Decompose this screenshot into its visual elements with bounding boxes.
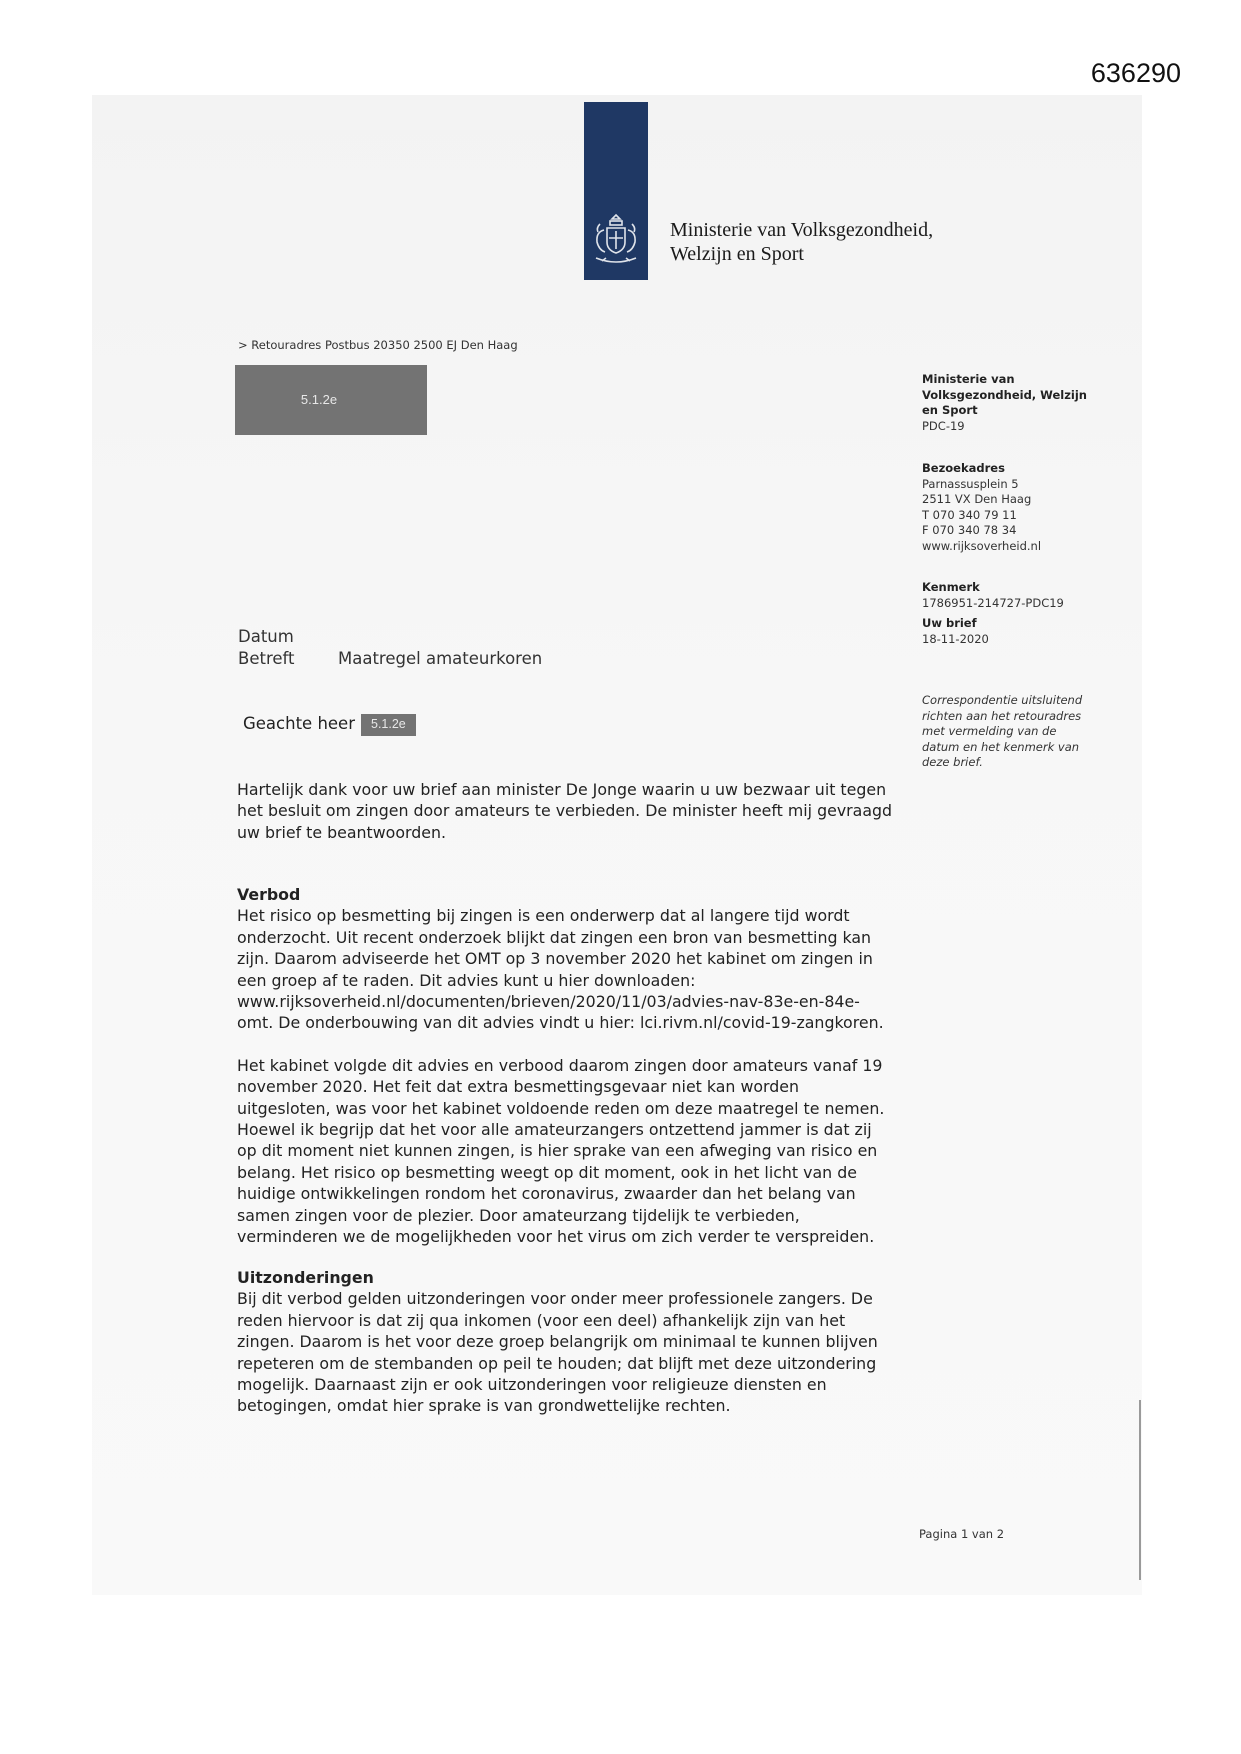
reference-label: Kenmerk (922, 580, 980, 594)
ministry-name-line-1: Ministerie van Volksgezondheid, (670, 219, 934, 241)
exceptions-line-2: reden hiervoor is dat zij qua inkomen (voor een deel) afhankelijk zijn van het (237, 1310, 846, 1330)
intro-paragraph (237, 779, 917, 843)
exceptions-line-3: zingen. Daarom is het voor deze groep belangrijk om minimaal te kunnen blijven (237, 1332, 878, 1352)
note-line-5: deze brief. (922, 755, 983, 770)
reference-block (922, 580, 1112, 647)
your-letter-value: 18-11-2020 (922, 631, 989, 646)
note-line-4: datum en het kenmerk van (922, 739, 1080, 754)
section-ban-heading: Verbod (237, 885, 301, 904)
correspondence-note (922, 693, 1112, 771)
intro-line-2: het besluit om zingen door amateurs te verbieden. De minister heeft mij gevraagd (237, 801, 893, 821)
exceptions-line-1: Bij dit verbod gelden uitzonderingen voor onder meer professionele zangers. De (237, 1289, 873, 1309)
document-number: 636290 (1090, 58, 1181, 88)
page-number: Pagina 1 van 2 (919, 1527, 1005, 1541)
sender-line-2: Volksgezondheid, Welzijn (922, 387, 1087, 402)
ban-p2-line-4: Hoewel ik begrijp dat het voor alle amateurzangers ontzettend jammer is dat zij (237, 1120, 872, 1140)
ban-p2-line-3: uitgesloten, was voor het kabinet voldoende reden om deze maatregel te nemen. (237, 1098, 885, 1118)
salutation (243, 714, 416, 736)
ban-p1-line-4: een groep af te raden. Dit advies kunt u hier downloaden: (237, 970, 696, 990)
return-address: > Retouradres Postbus 20350 2500 EJ Den Haag (238, 338, 518, 352)
website-link[interactable]: www.rijksoverheid.nl (922, 538, 1042, 553)
ban-p1-line-6: omt. De onderbouwing van dit advies vindt u hier: lci.rivm.nl/covid-19-zangkoren. (237, 1013, 884, 1033)
reference-value: 1786951-214727-PDC19 (922, 595, 1064, 610)
note-line-2: richten aan het retouradres (922, 708, 1082, 723)
section-exceptions-heading: Uitzonderingen (237, 1268, 374, 1287)
sender-block (922, 372, 1112, 434)
ban-p2-line-2: november 2020. Het feit dat extra besmettingsgevaar niet kan worden (237, 1077, 800, 1097)
fax-number: F 070 340 78 34 (922, 523, 1017, 538)
ban-p2-line-9: verminderen we de mogelijkheden voor het virus om zich verder te verspreiden. (237, 1227, 875, 1247)
subject-label: Betreft (238, 649, 295, 668)
note-line-3: met vermelding van de (922, 724, 1057, 739)
visit-city: 2511 VX Den Haag (922, 492, 1032, 507)
ban-p1-line-5: www.rijksoverheid.nl/documenten/brieven/2020/11/03/advies-nav-83e-en-84e- (237, 992, 860, 1012)
intro-line-3: uw brief te beantwoorden. (237, 822, 446, 842)
date-label: Datum (238, 627, 294, 646)
ban-p2-line-1: Het kabinet volgde dit advies en verbood daarom zingen door amateurs vanaf 19 (237, 1055, 883, 1075)
ban-p2-line-6: belang. Het risico op besmetting weegt op dit moment, ook in het licht van de (237, 1162, 857, 1182)
sender-line-1: Ministerie van (922, 372, 1015, 386)
exceptions-line-5: mogelijk. Daarnaast zijn er ook uitzonderingen voor religieuze diensten en (237, 1375, 827, 1395)
intro-line-1: Hartelijk dank voor uw brief aan minister De Jonge waarin u uw bezwaar uit tegen (237, 780, 887, 799)
ban-p2-line-7: huidige ontwikkelingen rondom het coronavirus, zwaarder dan het belang van (237, 1184, 856, 1204)
recipient-redaction: 5.1.2e (235, 365, 427, 435)
government-logo (584, 102, 648, 280)
note-line-1: Correspondentie uitsluitend (922, 693, 1083, 707)
phone-number: T 070 340 79 11 (922, 507, 1017, 522)
ban-p1-line-3: zijn. Daarom adviseerde het OMT op 3 november 2020 het kabinet om zingen in (237, 949, 873, 969)
ban-p2-line-8: samen zingen voor de plezier. Door amateurzang tijdelijk te verbieden, (237, 1205, 800, 1225)
ban-p2-line-5: op dit moment niet kunnen zingen, is hier sprake van een afweging van risico en (237, 1141, 878, 1161)
visit-address-label: Bezoekadres (922, 461, 1005, 475)
ministry-name (670, 218, 933, 266)
sender-department: PDC-19 (922, 418, 965, 433)
section-ban (237, 884, 917, 1248)
visit-address-block (922, 461, 1112, 555)
your-letter-label: Uw brief (922, 616, 977, 631)
scan-edge-line (1139, 1400, 1141, 1580)
exceptions-line-4: repeteren om de stembanden op peil te houden; dat blijft met deze uitzondering (237, 1353, 877, 1373)
subject-value: Maatregel amateurkoren (338, 649, 543, 668)
ban-p1-line-2: onderzocht. Uit recent onderzoek blijkt dat zingen een bron van besmetting kan (237, 927, 872, 947)
visit-street: Parnassusplein 5 (922, 476, 1019, 491)
sender-line-3: en Sport (922, 403, 978, 418)
coat-of-arms-icon (590, 212, 642, 268)
exceptions-line-6: betogingen, omdat hier sprake is van grondwettelijke rechten. (237, 1396, 731, 1416)
section-exceptions (237, 1267, 917, 1417)
ban-p1-line-1: Het risico op besmetting bij zingen is een onderwerp dat al langere tijd wordt (237, 906, 850, 926)
ministry-name-line-2: Welzijn en Sport (670, 243, 804, 265)
salutation-redaction: 5.1.2e (361, 714, 416, 736)
salutation-text: Geachte heer (243, 714, 355, 733)
